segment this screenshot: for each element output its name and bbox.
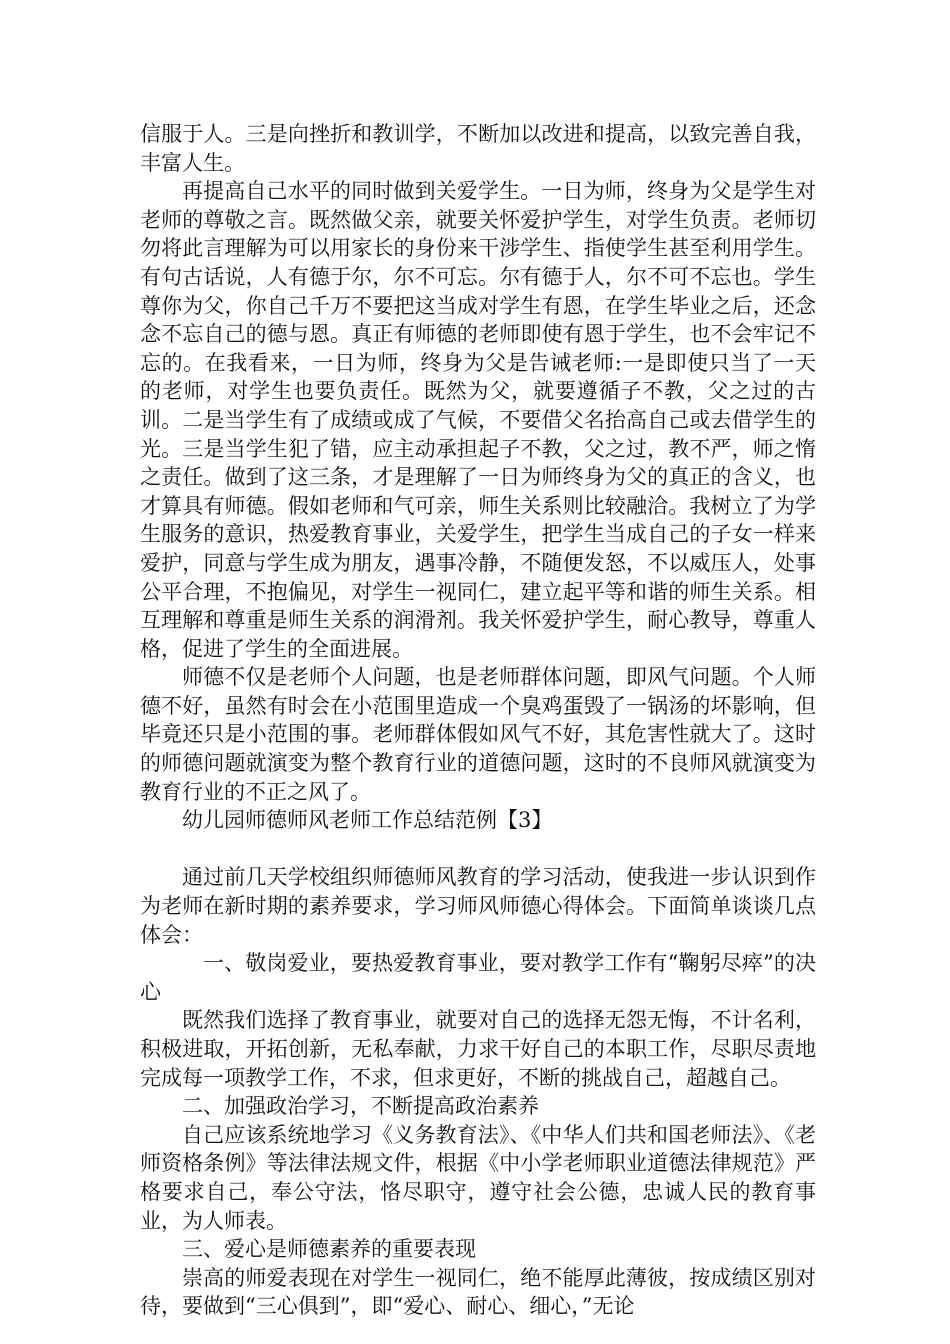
paragraph-intro: 通过前几天学校组织师德师风教育的学习活动，使我进一步认识到作为老师在新时期的素养要求，学习师风师德心得体会。下面简单谈谈几点体会： [140,865,816,947]
heading-point-one: 一、敬岗爱业，要热爱教育事业，要对教学工作有“鞠躬尽瘁”的决心 [140,951,816,1004]
document-body [140,120,816,1321]
blank-line [140,835,816,864]
paragraph-teacher-ethics-group: 师德不仅是老师个人问题，也是老师群体问题，即风气问题。个人师德不好，虽然有时会在小范围里造成一个臭鸡蛋毁了一锅汤的坏影响，但毕竟还只是小范围的事。老师群体假如风气不好，其危害性就大了。这时的师德问题就演变为整个教育行业的道德问题，这时的不良师风就演变为教育行业的不正之风了。 [140,665,816,804]
paragraph-point-two: 自己应该系统地学习《义务教育法》、《中华人们共和国老师法》、《老师资格条例》等法律法规文件，根据《中小学老师职业道德法律规范》严格要求自己，奉公守法，恪尽职守，遵守社会公德，忠诚人民的教育事业，为人师表。 [140,1122,816,1233]
paragraph-point-one: 既然我们选择了教育事业，就要对自己的选择无怨无悔，不计名利，积极进取，开拓创新，无私奉献，力求干好自己的本职工作，尽职尽责地完成每一项教学工作，不求，但求更好，不断的挑战自己，超越自己。 [140,1008,816,1090]
heading-point-two: 二、加强政治学习，不断提高政治素养 [182,1094,539,1119]
heading-point-three: 三、爱心是师德素养的重要表现 [182,1237,476,1262]
paragraph-point-three: 崇高的师爱表现在对学生一视同仁，绝不能厚此薄彼，按成绩区别对待，要做到“三心俱到”，即“爱心、耐心、细心，”无论 [140,1265,816,1319]
paragraph-continuation: 信服于人。三是向挫折和教训学，不断加以改进和提高，以致完善自我，丰富人生。 [140,122,816,175]
paragraph-care-for-students: 再提高自己水平的同时做到关爱学生。一日为师，终身为父是学生对老师的尊敬之言。既然做父亲，就要关怀爱护学生，对学生负责。老师切勿将此言理解为可以用家长的身份来干涉学生、指使学生甚至利用学生。有句古话说，人有德于尔，尔不可忘。尔有德于人，尔不可不忘也。学生尊你为父，你自己千万不要把这当成对学生有恩，在学生毕业之后，还念念不忘自己的德与恩。真正有师德的老师即使有恩于学生，也不会牢记不忘的。在我看来，一日为师，终身为父是告诫老师:一是即使只当了一天的老师，对学生也要负责任。既然为父，就要遵循子不教，父之过的古训。二是当学生有了成绩或成了气候，不要借父名抬高自己或去借学生的光。三是当学生犯了错，应主动承担起子不教，父之过，教不严，师之惰之责任。做到了这三条，才是理解了一日为师终身为父的真正的含义，也才算具有师德。假如老师和气可亲，师生关系则比较融洽。我树立了为学生服务的意识，热爱教育事业，关爱学生，把学生当成自己的子女一样来爱护，同意与学生成为朋友，遇事冷静，不随便发怒，不以威压人，处事公平合理，不抱偏见，对学生一视同仁，建立起平等和谐的师生关系。相互理解和尊重是师生关系的润滑剂。我关怀爱护学生，耐心教导，尊重人格，促进了学生的全面进展。 [140,179,816,661]
section-title: 幼儿园师德师风老师工作总结范例【3】 [182,808,553,833]
